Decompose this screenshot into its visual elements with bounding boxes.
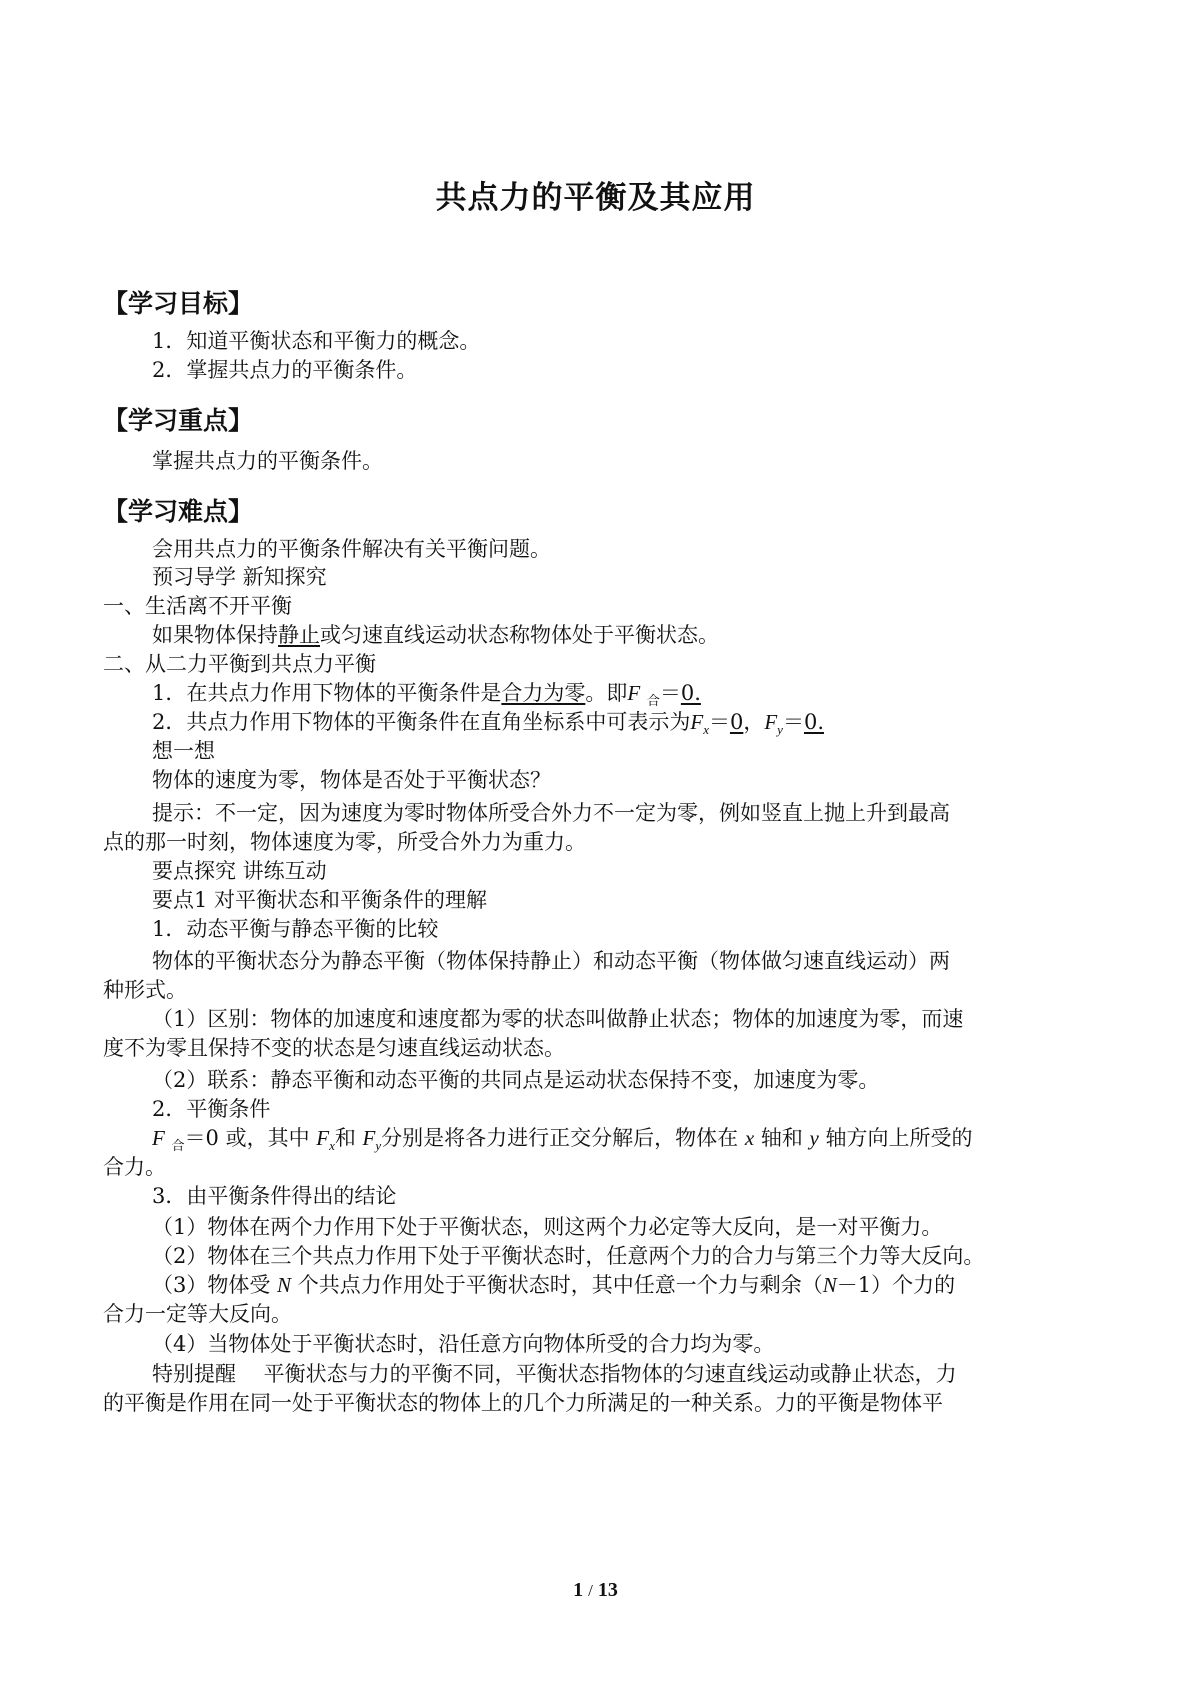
- text-span: －1）个力的: [836, 1273, 956, 1297]
- text-span: 。即: [585, 681, 628, 705]
- total-pages: 13: [597, 1579, 618, 1601]
- body-line: （1）物体在两个力作用下处于平衡状态，则这两个力必定等大反向，是一对平衡力。: [152, 1215, 943, 1239]
- text-span: ＝0 或，其中: [184, 1126, 317, 1150]
- symbol-f: F: [764, 710, 778, 734]
- body-line: 点的那一时刻，物体速度为零，所受合外力为重力。: [103, 830, 586, 854]
- text-span: 分别是将各力进行正交分解后，物体在: [381, 1126, 745, 1150]
- subscript: 合: [171, 1139, 185, 1155]
- body-line: 合力。: [103, 1155, 166, 1179]
- answer-underline: 合力为零: [501, 681, 586, 705]
- body-line: 度不为零且保持不变的状态是匀速直线运动状态。: [103, 1036, 565, 1060]
- subscript: x: [703, 722, 709, 738]
- body-line: 想一想: [152, 739, 215, 763]
- body-line: 要点探究 讲练互动: [152, 859, 327, 883]
- symbol-f: F: [690, 710, 704, 734]
- text-span: ＝: [659, 681, 681, 705]
- body-line: 3．由平衡条件得出的结论: [152, 1184, 397, 1208]
- text-span: 或匀速直线运动状态称物体处于平衡状态。: [320, 623, 719, 647]
- symbol-f: F: [627, 681, 641, 705]
- body-line: （2）联系：静态平衡和动态平衡的共同点是运动状态保持不变，加速度为零。: [152, 1068, 880, 1092]
- body-line: 提示：不一定，因为速度为零时物体所受合外力不一定为零，例如竖直上抛上升到最高: [152, 801, 950, 825]
- text-span: 轴方向上所受的: [818, 1126, 973, 1150]
- objective-1: 1．知道平衡状态和平衡力的概念。: [152, 329, 481, 353]
- body-line: 1．动态平衡与静态平衡的比较: [152, 917, 439, 941]
- symbol-f: F: [316, 1126, 330, 1150]
- page-separator: /: [588, 1581, 593, 1600]
- page-title: 共点力的平衡及其应用: [435, 180, 756, 216]
- text-span: 1．在共点力作用下物体的平衡条件是: [152, 681, 502, 705]
- symbol-y: y: [809, 1126, 819, 1150]
- text-span: ＝: [708, 710, 730, 734]
- body-line: 二、从二力平衡到共点力平衡: [103, 652, 376, 676]
- body-line: 的平衡是作用在同一处于平衡状态的物体上的几个力所满足的一种关系。力的平衡是物体平: [103, 1391, 943, 1415]
- body-line: 预习导学 新知探究: [152, 565, 327, 589]
- body-line: （1）区别：物体的加速度和速度都为零的状态叫做静止状态；物体的加速度为零，而速: [152, 1007, 964, 1031]
- subscript: 合: [646, 694, 660, 710]
- key-text: 掌握共点力的平衡条件。: [152, 449, 383, 473]
- difficulty-heading: 【学习难点】: [103, 497, 254, 526]
- current-page: 1: [573, 1579, 584, 1601]
- body-line: 种形式。: [103, 978, 187, 1002]
- text-span: 2．共点力作用下物体的平衡条件在直角坐标系中可表示为: [152, 710, 691, 734]
- symbol-f: F: [152, 1126, 165, 1150]
- answer-underline: 0.: [680, 681, 701, 705]
- symbol-x: x: [744, 1126, 755, 1150]
- difficulty-text: 会用共点力的平衡条件解决有关平衡问题。: [152, 537, 551, 561]
- answer-underline: 静止: [278, 623, 320, 647]
- subscript: y: [777, 722, 783, 738]
- text-span: （3）物体受: [152, 1273, 278, 1297]
- answer-underline: 0.: [803, 710, 824, 734]
- body-line: 合力一定等大反向。: [103, 1302, 292, 1326]
- subscript: y: [375, 1138, 382, 1154]
- text-span: 轴和: [754, 1126, 810, 1150]
- key-heading: 【学习重点】: [103, 406, 254, 435]
- symbol-n: N: [822, 1273, 837, 1297]
- body-line: 要点1 对平衡状态和平衡条件的理解: [152, 888, 488, 912]
- symbol-f: F: [362, 1126, 376, 1150]
- text-span: 和: [334, 1126, 363, 1150]
- body-line: 2．平衡条件: [152, 1097, 271, 1121]
- symbol-n: N: [277, 1273, 292, 1297]
- body-line: 特别提醒 平衡状态与力的平衡不同，平衡状态指物体的匀速直线运动或静止状态，力: [152, 1362, 957, 1386]
- body-line: [152, 1271, 955, 1299]
- body-line: [152, 708, 824, 744]
- body-line: [152, 1124, 973, 1161]
- body-line: 物体的速度为零，物体是否处于平衡状态？: [152, 768, 551, 792]
- objective-2: 2．掌握共点力的平衡条件。: [152, 358, 418, 382]
- body-line: 物体的平衡状态分为静态平衡（物体保持静止）和动态平衡（物体做匀速直线运动）两: [152, 949, 950, 973]
- text-span: ＝: [782, 710, 804, 734]
- page-number: [0, 1579, 1191, 1602]
- subscript: x: [329, 1138, 335, 1154]
- body-line: [152, 621, 719, 649]
- text-span: ，: [743, 710, 765, 734]
- text-span: 个共点力作用处于平衡状态时，其中任意一个力与剩余（: [291, 1273, 823, 1297]
- objectives-heading: 【学习目标】: [103, 289, 254, 318]
- answer-underline: 0: [729, 710, 744, 734]
- body-line: （4）当物体处于平衡状态时，沿任意方向物体所受的合力均为零。: [152, 1332, 775, 1356]
- body-line: （2）物体在三个共点力作用下处于平衡状态时，任意两个力的合力与第三个力等大反向。: [152, 1244, 985, 1268]
- text-span: 如果物体保持: [152, 623, 278, 647]
- body-line: 一、生活离不开平衡: [103, 594, 292, 618]
